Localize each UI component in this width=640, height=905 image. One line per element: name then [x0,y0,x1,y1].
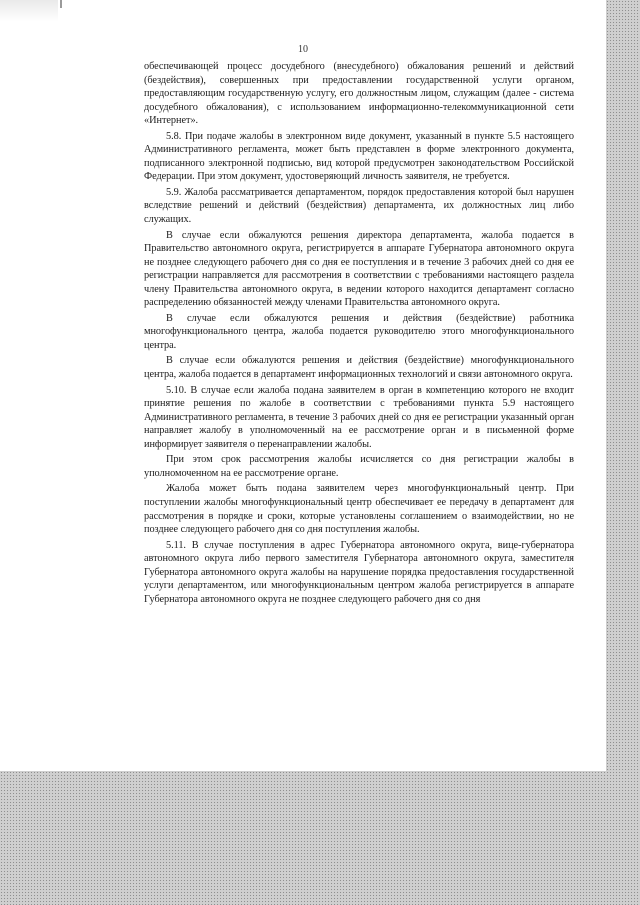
page-number: 10 [298,44,308,55]
paragraph: В случае если обжалуются решения директора департамента, жалоба подается в Правительство автономного округа, регистрируется в аппарате Губернатора автономного округа не позднее следующего рабочего дня со дня ее поступления и в течение 3 рабочих дней со дня ее регистрации направляется для рассмотрения в соответствии с требованиями настоящего раздела члену Правительства автономного округа, в ведении которого находится департамент согласно распределению обязанностей между членами Правительства автономного округа. [144,229,574,309]
document-body [144,60,574,608]
paragraph: В случае если обжалуются решения и действия (бездействие) многофункционального центра, жалоба подается в департамент информационных технологий и связи автономного округа. [144,355,574,381]
paragraph: 5.10. В случае если жалоба подана заявителем в орган в компетенцию которого не входит принятие решения по жалобе в соответствии с требованиями пункта 5.9 настоящего Административного регламента, в течение 3 рабочих дней со дня ее регистрации указанный орган направляет жалобу в уполномоченный на ее рассмотрение орган и в письменной форме информирует заявителя о перенаправлении жалобы. [144,384,574,450]
scan-corner-shade [0,0,58,22]
scan-border-right [606,0,640,905]
paragraph: 5.8. При подаче жалобы в электронном виде документ, указанный в пункте 5.5 настоящего Административного регламента, может быть представлен в форме электронного документа, подписанного электронной подписью, вид которой предусмотрен законодательством Российской Федерации. При этом документ, удостоверяющий личность заявителя, не требуется. [144,130,574,183]
paragraph: 5.9. Жалоба рассматривается департаментом, порядок предоставления которой был нарушен вследствие решений и действий (бездействия) департамента, их должностных лиц либо служащих. [144,186,574,226]
paragraph: Жалоба может быть подана заявителем через многофункциональный центр. При поступлении жалобы многофункциональный центр обеспечивает ее передачу в департамент для рассмотрения в порядке и сроки, которые установлены соглашением о взаимодействии, но не позднее следующего рабочего дня со дня поступления жалобы. [144,483,574,536]
scan-corner-mark [60,0,62,8]
scan-border-bottom [0,771,640,905]
paragraph: обеспечивающей процесс досудебного (внесудебного) обжалования решений и действий (бездействия), совершенных при предоставлении государственной услуги органом, предоставляющим государственную услугу, его должностным лицом, служащим (далее - система досудебного обжалования), с использованием информационно-телекоммуникационной сети «Интернет». [144,61,574,127]
paragraph: В случае если обжалуются решения и действия (бездействие) работника многофункционального центра, жалоба подается руководителю этого многофункционального центра. [144,312,574,351]
paragraph: 5.11. В случае поступления в адрес Губернатора автономного округа, вице-губернатора автономного округа либо первого заместителя Губернатора автономного округа, заместителя Губернатора автономного округа жалобы на нарушение порядка предоставления государственной услуги департаментом, или многофункциональным центром жалоба регистрируется в аппарате Губернатора автономного округа не позднее следующего рабочего дня со дня [144,539,574,605]
paragraph: При этом срок рассмотрения жалобы исчисляется со дня регистрации жалобы в уполномоченном на ее рассмотрение органе. [144,454,574,479]
